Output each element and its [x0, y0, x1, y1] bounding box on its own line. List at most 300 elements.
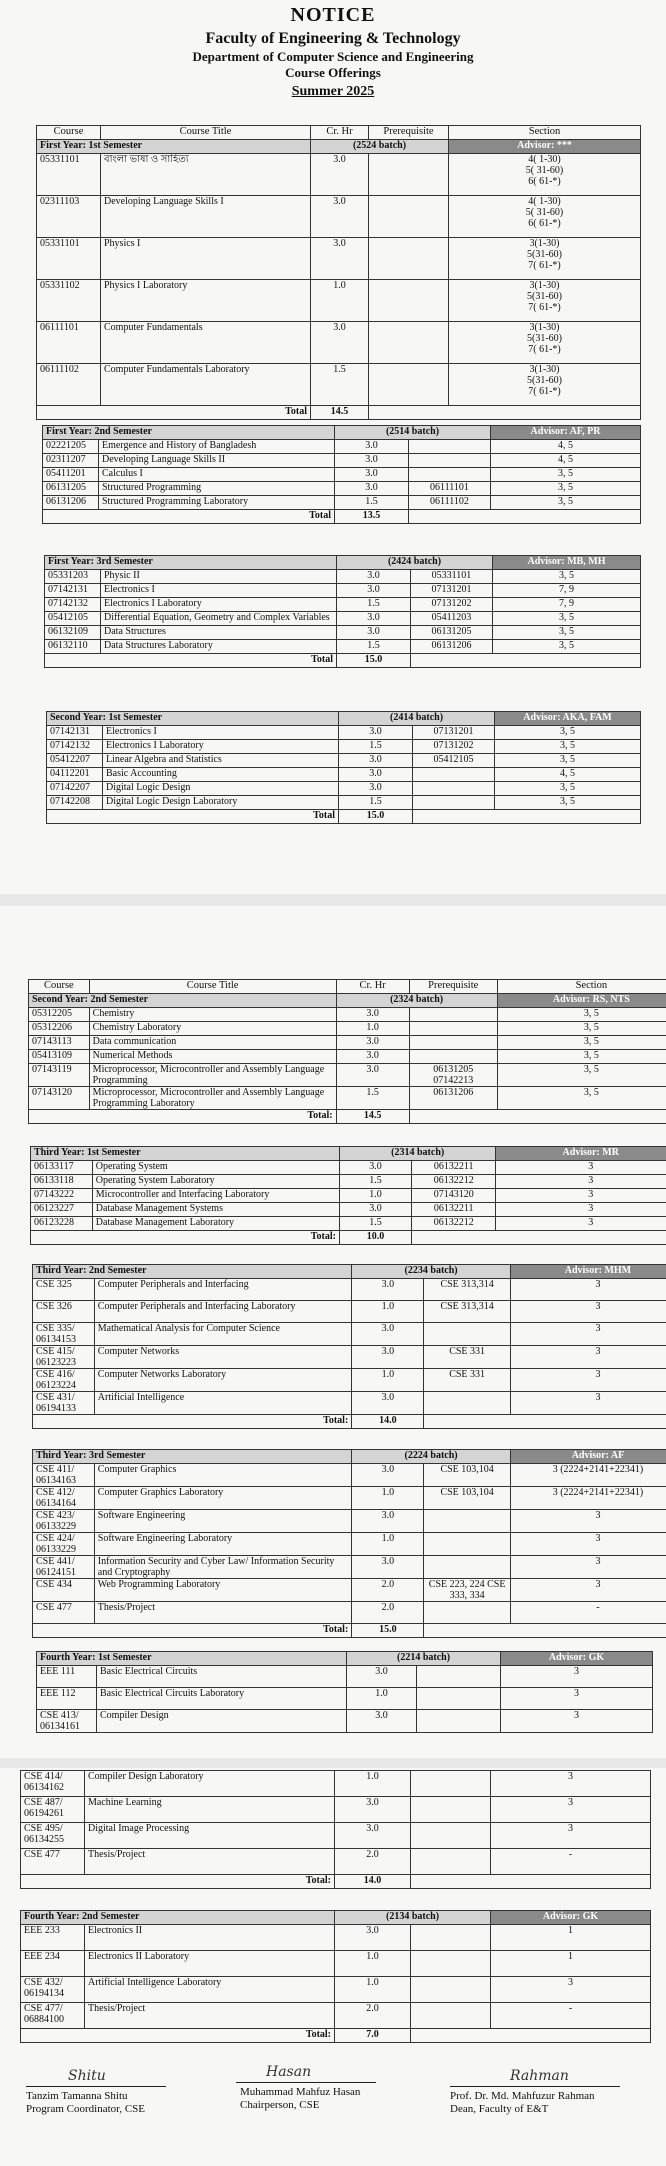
prerequisite: 07143120	[412, 1189, 496, 1203]
section: 3	[510, 1323, 666, 1346]
prerequisite	[424, 1323, 511, 1346]
credit-hours: 3.0	[347, 1710, 417, 1733]
credit-hours: 3.0	[337, 570, 411, 584]
course-table-third-year-1st	[30, 1146, 666, 1245]
course-code: 07142132	[47, 740, 103, 754]
course-code: EEE 111	[37, 1666, 97, 1688]
course-row	[21, 1951, 651, 1977]
section: 7, 9	[493, 598, 641, 612]
column-header-section: Section	[449, 126, 641, 140]
credit-hours: 2.0	[352, 1602, 424, 1624]
advisor-label: Advisor: RS, NTS	[497, 994, 666, 1008]
section: 4, 5	[491, 454, 641, 468]
course-table-first-year-2nd	[42, 425, 641, 524]
total-blank	[424, 1624, 666, 1638]
semester-header-row	[29, 994, 666, 1008]
course-title: Emergence and History of Bangladesh	[99, 440, 335, 454]
course-title: Computer Networks Laboratory	[94, 1369, 352, 1392]
course-row	[29, 1036, 666, 1050]
course-code: 02311103	[37, 196, 101, 238]
batch-label: (2214 batch)	[347, 1652, 501, 1666]
course-table-second-year-1st	[46, 711, 641, 824]
section: 3, 5	[495, 782, 641, 796]
semester-title: Summer 2025	[291, 84, 375, 99]
semester-header-row	[33, 1450, 666, 1464]
section-entry: 5(31-60)	[527, 291, 562, 302]
semester-header-row	[37, 1652, 653, 1666]
course-row	[33, 1369, 666, 1392]
section-entry: 5(31-60)	[527, 375, 562, 386]
section: 3	[510, 1579, 666, 1602]
batch-label: (2414 batch)	[339, 712, 495, 726]
prerequisite: CSE 223, 224 CSE 333, 334	[424, 1579, 511, 1602]
total-label: Total	[37, 406, 311, 420]
course-code: 05312206	[29, 1022, 90, 1036]
section: 3	[510, 1369, 666, 1392]
section: 3, 5	[497, 1036, 666, 1050]
total-blank	[369, 406, 641, 420]
prerequisite: 07131201	[413, 726, 495, 740]
signature-line-3	[450, 2086, 620, 2087]
section: 3, 5	[497, 1022, 666, 1036]
course-title: Computer Fundamentals	[101, 322, 311, 364]
section: 1	[491, 1925, 651, 1951]
section: 3	[510, 1301, 666, 1323]
credit-hours: 3.0	[352, 1392, 424, 1415]
total-credits: 14.5	[336, 1110, 409, 1124]
course-row	[31, 1189, 666, 1203]
total-label: Total:	[33, 1415, 352, 1429]
course-code: 05331101	[37, 154, 101, 196]
course-code: 07142208	[47, 796, 103, 810]
prerequisite: 06132211	[412, 1203, 496, 1217]
section: 4, 5	[495, 768, 641, 782]
course-table-first-year-3rd	[44, 555, 641, 668]
credit-hours: 2.0	[335, 2003, 411, 2029]
course-row	[45, 612, 641, 626]
column-header-row	[37, 126, 641, 140]
course-title: Database Management Laboratory	[92, 1217, 339, 1231]
course-row	[21, 1823, 651, 1849]
credit-hours: 3.0	[339, 754, 413, 768]
course-row	[45, 626, 641, 640]
credit-hours: 3.0	[336, 1008, 409, 1022]
course-table-fourth-year-1st-continued	[20, 1770, 651, 1889]
credit-hours: 3.0	[337, 626, 411, 640]
credit-hours: 1.5	[336, 1087, 409, 1110]
credit-hours: 3.0	[335, 1925, 411, 1951]
section: 3	[491, 1771, 651, 1797]
section: 3	[510, 1556, 666, 1579]
course-title: Compiler Design	[97, 1710, 347, 1733]
course-row	[47, 782, 641, 796]
section: 3 (2224+2141+22341)	[510, 1487, 666, 1510]
course-code: 05413109	[29, 1050, 90, 1064]
section-entry: 4( 1-30)	[528, 196, 561, 207]
credit-hours: 2.0	[352, 1579, 424, 1602]
prerequisite: 06131205	[411, 626, 493, 640]
semester-label: First Year: 2nd Semester	[43, 426, 335, 440]
course-row	[37, 364, 641, 406]
total-credits: 14.5	[311, 406, 369, 420]
course-row	[33, 1579, 666, 1602]
semester-label: First Year: 3rd Semester	[45, 556, 337, 570]
signatory-role: Chairperson, CSE	[240, 2099, 320, 2111]
prerequisite	[424, 1533, 511, 1556]
course-title: Artificial Intelligence Laboratory	[85, 1977, 335, 2003]
section: 7, 9	[493, 584, 641, 598]
course-title: Artificial Intelligence	[94, 1392, 352, 1415]
semester-label: Third Year: 2nd Semester	[33, 1265, 352, 1279]
credit-hours: 2.0	[335, 1849, 411, 1875]
section: 3, 5	[493, 612, 641, 626]
course-title: Calculus I	[99, 468, 335, 482]
credit-hours: 3.0	[311, 322, 369, 364]
credit-hours: 3.0	[352, 1556, 424, 1579]
credit-hours: 1.0	[336, 1022, 409, 1036]
advisor-label: Advisor: AKA, FAM	[495, 712, 641, 726]
course-row	[45, 598, 641, 612]
total-blank	[411, 2029, 651, 2043]
section-entry: 7( 61-*)	[528, 344, 561, 355]
course-row	[37, 196, 641, 238]
course-row	[33, 1464, 666, 1487]
prerequisite	[424, 1510, 511, 1533]
credit-hours: 1.5	[337, 640, 411, 654]
advisor-label: Advisor: MR	[496, 1147, 666, 1161]
section: -	[510, 1602, 666, 1624]
total-row	[47, 810, 641, 824]
course-code: CSE 495/ 06134255	[21, 1823, 85, 1849]
section: 3	[501, 1710, 653, 1733]
column-header-prerequisite: Prerequisite	[409, 980, 497, 994]
signatory-role: Program Coordinator, CSE	[26, 2103, 146, 2115]
prerequisite	[409, 1036, 497, 1050]
course-title: Electronics I	[101, 584, 337, 598]
credit-hours: 1.0	[352, 1369, 424, 1392]
prerequisite	[411, 2003, 491, 2029]
prerequisite: 06132212	[412, 1175, 496, 1189]
credit-hours: 3.0	[347, 1666, 417, 1688]
credit-hours: 1.0	[335, 1977, 411, 2003]
prerequisite: CSE 313,314	[424, 1301, 511, 1323]
course-title: Physics I	[101, 238, 311, 280]
course-row	[43, 482, 641, 496]
notice-page-2	[0, 906, 666, 1758]
section: 3	[510, 1510, 666, 1533]
notice-title: NOTICE	[290, 4, 376, 26]
course-row	[37, 322, 641, 364]
prerequisite: 07131202	[411, 598, 493, 612]
credit-hours: 3.0	[336, 1036, 409, 1050]
course-code: CSE 432/ 06194134	[21, 1977, 85, 2003]
section: 3, 5	[497, 1064, 666, 1087]
credit-hours: 1.5	[335, 496, 409, 510]
course-title: Computer Graphics	[94, 1464, 352, 1487]
course-table-fourth-year-1st	[36, 1651, 653, 1733]
section: 1	[491, 1951, 651, 1977]
total-credits: 14.0	[352, 1415, 424, 1429]
total-label: Total:	[21, 1875, 335, 1889]
credit-hours: 1.5	[339, 796, 413, 810]
signature-line-2	[236, 2082, 376, 2083]
course-row	[31, 1203, 666, 1217]
credit-hours: 1.0	[352, 1533, 424, 1556]
prerequisite	[411, 1849, 491, 1875]
course-title: Structured Programming Laboratory	[99, 496, 335, 510]
course-code: 06133117	[31, 1161, 93, 1175]
credit-hours: 1.0	[335, 1951, 411, 1977]
total-credits: 15.0	[339, 810, 413, 824]
semester-label: Third Year: 3rd Semester	[33, 1450, 352, 1464]
course-row	[33, 1279, 666, 1301]
course-title: Compiler Design Laboratory	[85, 1771, 335, 1797]
credit-hours: 3.0	[352, 1346, 424, 1369]
course-code: CSE 477	[33, 1602, 95, 1624]
credit-hours: 3.0	[339, 726, 413, 740]
course-title: Operating System Laboratory	[92, 1175, 339, 1189]
section-list	[449, 196, 641, 238]
course-row	[31, 1217, 666, 1231]
section: 3	[496, 1217, 666, 1231]
notice-page-3	[0, 1768, 666, 2166]
total-label: Total:	[33, 1624, 352, 1638]
prerequisite	[424, 1602, 511, 1624]
course-code: 06131205	[43, 482, 99, 496]
course-row	[29, 1008, 666, 1022]
semester-header-row	[33, 1265, 666, 1279]
advisor-label: Advisor: ***	[449, 140, 641, 154]
section: 3	[510, 1279, 666, 1301]
total-credits: 13.5	[335, 510, 409, 524]
section: 3, 5	[497, 1087, 666, 1110]
course-code: 05331102	[37, 280, 101, 322]
batch-label: (2514 batch)	[335, 426, 491, 440]
department-name: Department of Computer Science and Engineering	[192, 49, 474, 64]
batch-label: (2324 batch)	[336, 994, 497, 1008]
course-code: CSE 441/ 06124151	[33, 1556, 95, 1579]
batch-label: (2134 batch)	[335, 1911, 491, 1925]
section: -	[491, 1849, 651, 1875]
semester-header-row	[31, 1147, 666, 1161]
prerequisite: 06131206	[409, 1087, 497, 1110]
course-row	[33, 1323, 666, 1346]
course-title: Digital Logic Design Laboratory	[103, 796, 339, 810]
section: 3	[496, 1161, 666, 1175]
prerequisite: 06131205 07142213	[409, 1064, 497, 1087]
total-blank	[409, 1110, 666, 1124]
course-row	[47, 768, 641, 782]
section: 3, 5	[497, 1008, 666, 1022]
course-code: CSE 477/ 06884100	[21, 2003, 85, 2029]
column-header-credit: Cr. Hr	[311, 126, 369, 140]
credit-hours: 3.0	[352, 1323, 424, 1346]
total-label: Total:	[31, 1231, 340, 1245]
column-header-row	[29, 980, 666, 994]
course-title: Developing Language Skills I	[101, 196, 311, 238]
course-code: CSE 413/ 06134161	[37, 1710, 97, 1733]
course-code: CSE 325	[33, 1279, 95, 1301]
credit-hours: 1.0	[335, 1771, 411, 1797]
course-row	[43, 496, 641, 510]
advisor-label: Advisor: AF, PR	[491, 426, 641, 440]
course-code: 07143119	[29, 1064, 90, 1087]
course-title: Database Management Systems	[92, 1203, 339, 1217]
faculty-name: Faculty of Engineering & Technology	[205, 30, 461, 47]
course-title: Computer Peripherals and Interfacing Laboratory	[94, 1301, 352, 1323]
section-entry: 7( 61-*)	[528, 260, 561, 271]
section-entry: 5(31-60)	[527, 249, 562, 260]
course-row	[37, 1710, 653, 1733]
prerequisite	[409, 454, 491, 468]
section: 3	[501, 1688, 653, 1710]
advisor-label: Advisor: AF	[510, 1450, 666, 1464]
section: 3	[496, 1175, 666, 1189]
semester-label: Second Year: 1st Semester	[47, 712, 339, 726]
course-title: Operating System	[92, 1161, 339, 1175]
course-code: 06123227	[31, 1203, 93, 1217]
section-entry: 5( 31-60)	[525, 165, 564, 176]
course-table-third-year-2nd	[32, 1264, 666, 1429]
total-row	[31, 1231, 666, 1245]
credit-hours: 3.0	[335, 454, 409, 468]
total-label: Total	[45, 654, 337, 668]
course-code: 06111102	[37, 364, 101, 406]
course-title: Electronics I	[103, 726, 339, 740]
credit-hours: 1.0	[311, 280, 369, 322]
course-title: Electronics II Laboratory	[85, 1951, 335, 1977]
section: 3, 5	[497, 1050, 666, 1064]
course-title: Digital Image Processing	[85, 1823, 335, 1849]
section: -	[491, 2003, 651, 2029]
prerequisite	[409, 1008, 497, 1022]
total-row	[29, 1110, 666, 1124]
course-title: Physic II	[101, 570, 337, 584]
course-title: Thesis/Project	[94, 1602, 352, 1624]
advisor-label: Advisor: GK	[501, 1652, 653, 1666]
course-code: EEE 233	[21, 1925, 85, 1951]
total-label: Total:	[29, 1110, 337, 1124]
section-list	[449, 238, 641, 280]
prerequisite	[411, 1951, 491, 1977]
course-title: Electronics I Laboratory	[101, 598, 337, 612]
course-code: CSE 423/ 06133229	[33, 1510, 95, 1533]
course-code: 07142131	[45, 584, 101, 598]
course-row	[21, 1977, 651, 2003]
section: 3	[496, 1203, 666, 1217]
prerequisite	[417, 1666, 501, 1688]
section-entry: 4( 1-30)	[528, 154, 561, 165]
credit-hours: 3.0	[339, 1203, 411, 1217]
prerequisite	[409, 1050, 497, 1064]
signatory-name: Tanzim Tamanna Shitu	[26, 2090, 128, 2102]
section: 3	[491, 1823, 651, 1849]
course-row	[33, 1487, 666, 1510]
course-title: Microprocessor, Microcontroller and Assembly Language Programming Laboratory	[89, 1087, 336, 1110]
section-entry: 3(1-30)	[529, 238, 560, 249]
course-title: Basic Electrical Circuits	[97, 1666, 347, 1688]
batch-label: (2234 batch)	[352, 1265, 511, 1279]
course-row	[33, 1346, 666, 1369]
section: 3, 5	[495, 740, 641, 754]
course-code: 05412207	[47, 754, 103, 768]
credit-hours: 3.0	[339, 782, 413, 796]
prerequisite: 06111101	[409, 482, 491, 496]
semester-header-row	[47, 712, 641, 726]
prerequisite: 05411203	[411, 612, 493, 626]
prerequisite: 06132212	[412, 1217, 496, 1231]
course-code: CSE 326	[33, 1301, 95, 1323]
notice-page-1	[0, 0, 666, 894]
section: 3	[510, 1533, 666, 1556]
course-code: 07143113	[29, 1036, 90, 1050]
total-label: Total:	[21, 2029, 335, 2043]
course-row	[33, 1556, 666, 1579]
course-code: CSE 431/ 06194133	[33, 1392, 95, 1415]
course-code: 02221205	[43, 440, 99, 454]
course-row	[43, 454, 641, 468]
total-row	[21, 1875, 651, 1889]
semester-label: Third Year: 1st Semester	[31, 1147, 340, 1161]
course-row	[47, 796, 641, 810]
credit-hours: 3.0	[336, 1050, 409, 1064]
credit-hours: 3.0	[352, 1464, 424, 1487]
course-row	[29, 1087, 666, 1110]
signature-image-3: Rahman	[510, 2068, 569, 2084]
course-title: Microprocessor, Microcontroller and Assembly Language Programming	[89, 1064, 336, 1087]
course-row	[37, 1688, 653, 1710]
credit-hours: 1.5	[339, 1175, 411, 1189]
course-title: Basic Electrical Circuits Laboratory	[97, 1688, 347, 1710]
section: 3	[496, 1189, 666, 1203]
prerequisite	[369, 280, 449, 322]
credit-hours: 3.0	[311, 238, 369, 280]
section-list	[449, 280, 641, 322]
course-code: 06131206	[43, 496, 99, 510]
course-title: Chemistry	[89, 1008, 336, 1022]
prerequisite	[413, 782, 495, 796]
course-row	[21, 1771, 651, 1797]
course-row	[33, 1533, 666, 1556]
section-list	[449, 154, 641, 196]
course-title: Information Security and Cyber Law/ Information Security and Cryptography	[94, 1556, 352, 1579]
section-entry: 6( 61-*)	[528, 218, 561, 229]
credit-hours: 3.0	[335, 468, 409, 482]
signature-block-2	[240, 2086, 360, 2112]
course-title: Web Programming Laboratory	[94, 1579, 352, 1602]
prerequisite	[369, 154, 449, 196]
signature-block-1	[26, 2090, 145, 2116]
section: 3	[510, 1392, 666, 1415]
signatory-role: Dean, Faculty of E&T	[450, 2103, 549, 2115]
credit-hours: 1.0	[352, 1487, 424, 1510]
course-title: Software Engineering	[94, 1510, 352, 1533]
credit-hours: 1.5	[339, 1217, 411, 1231]
section: 3, 5	[491, 482, 641, 496]
section: 3, 5	[495, 754, 641, 768]
section: 3	[491, 1977, 651, 2003]
course-code: 06132109	[45, 626, 101, 640]
course-code: CSE 335/ 06134153	[33, 1323, 95, 1346]
section: 3	[501, 1666, 653, 1688]
course-code: CSE 414/ 06134162	[21, 1771, 85, 1797]
course-title: Computer Networks	[94, 1346, 352, 1369]
section: 3, 5	[491, 496, 641, 510]
section: 3	[510, 1346, 666, 1369]
course-code: EEE 234	[21, 1951, 85, 1977]
advisor-label: Advisor: MB, MH	[493, 556, 641, 570]
prerequisite	[369, 196, 449, 238]
